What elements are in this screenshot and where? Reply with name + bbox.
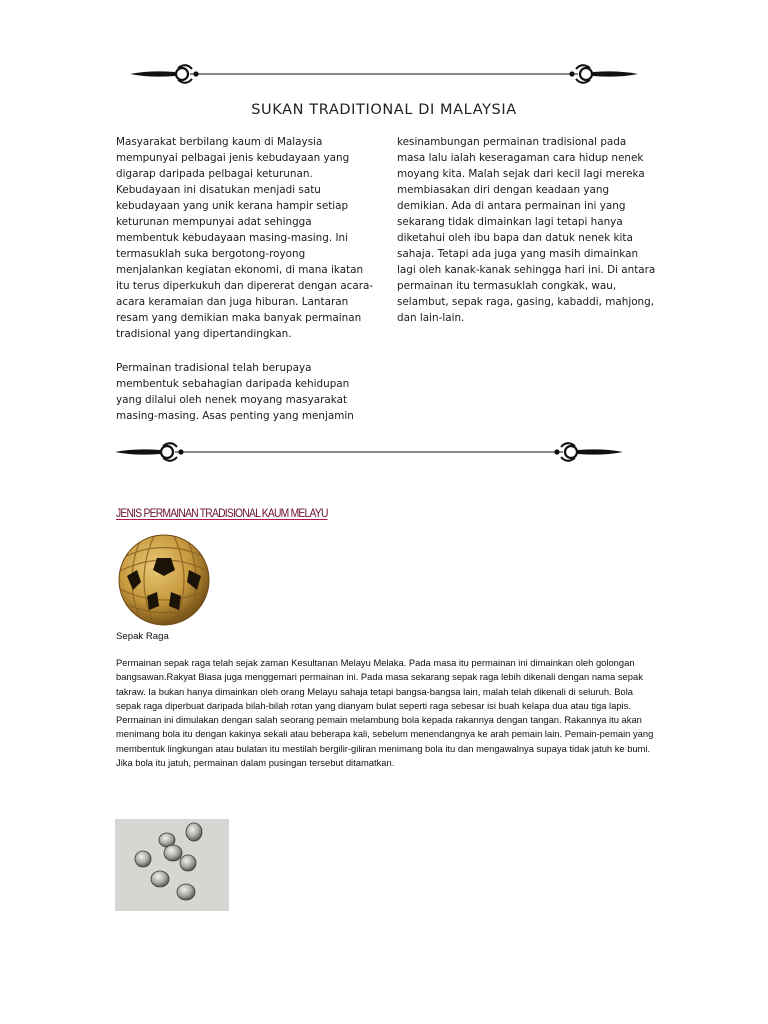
sepak-raga-ball-image (113, 530, 215, 630)
bottom-ornament-divider (115, 442, 623, 462)
sepak-raga-description (116, 656, 656, 770)
paragraph: Permainan tradisional telah berupaya membentuk sebahagian daripada kehidupan yang dilalui oleh nenek moyang masyarakat masing-masing. Asas penting yang menjamin (116, 362, 354, 422)
top-ornament-divider (130, 64, 638, 84)
left-text-column (116, 134, 374, 424)
paragraph: Masyarakat berbilang kaum di Malaysia mempunyai pelbagai jenis kebudayaan yang digarap daripada pelbagai keturunan. Kebudayaan ini disatukan menjadi satu kebudayaan yang unik kerana hampir setiap keturunan mempunyai adat sehingga membentuk kebudayaan masing-masing. Ini termasuklah suka bergotong-royong menjalankan kegiatan ekonomi, di mana ikatan itu terus diperkukuh dan dipererat dengan acara-acara keramaian dan juga hiburan. Lantaran resam yang demikian maka banyak permainan tradisional yang dipertandingkan. (116, 136, 374, 340)
right-text-column (397, 134, 657, 326)
paragraph: Permainan sepak raga telah sejak zaman Kesultanan Melayu Melaka. Pada masa itu permainan ini dimainkan oleh golongan bangsawan.Rakyat Biasa juga menggemari permainan ini. Pada masa sekarang sepak raga lebih dikenali dengan nama sepak takraw. Ia bukan hanya dimainkan oleh orang Melayu sahaja tetapi bangsa-bangsa lain, malah telah dikenali di seluruh. Bola sepak raga diperbuat daripada bilah-bilah rotan yang dianyam bulat seperti raga sebesar isi buah kelapa dua atau tiga lapis. Permainan ini dimulakan dengan salah seorang pemain melambung bola kepada rakannya dengan tangan. Rakannya itu akan menimang bola itu dengan kakinya sekali atau beberapa kali, sebelum menendangnya ke arah pemain lain. Pemain-pemain yang membentuk lingkungan atau bulatan itu mestilah bergilir-giliran menimang bola itu dan mengawalnya supaya tidak jatuh ke bumi. Jika bola itu jatuh, permainan dalam pusingan tersebut ditamatkan. (116, 657, 654, 769)
document-title: SUKAN TRADITIONAL DI MALAYSIA (251, 102, 517, 118)
flourish-right-icon (569, 65, 638, 83)
image-caption: Sepak Raga (116, 631, 169, 642)
flourish-right-icon (554, 443, 623, 461)
flourish-left-icon (115, 443, 184, 461)
section-heading: JENIS PERMAINAN TRADISIONAL KAUM MELAYU (116, 506, 328, 520)
paragraph: kesinambungan permainan tradisional pada masa lalu ialah keseragaman cara hidup nenek moyang kita. Malah sejak dari kecil lagi mereka membiasakan diri dengan keadaan yang demikian. Ada di antara permainan ini yang sekarang tidak dimainkan lagi tetapi hanya diketahui oleh ibu bapa dan datuk nenek kita sahaja. Tetapi ada juga yang masih dimainkan lagi oleh kanak-kanak sehingga hari ini. Di antara permainan itu termasuklah congkak, wau, selambut, sepak raga, gasing, kabaddi, mahjong, dan lain-lain. (397, 136, 656, 324)
flourish-left-icon (130, 65, 199, 83)
stones-image (115, 819, 229, 911)
